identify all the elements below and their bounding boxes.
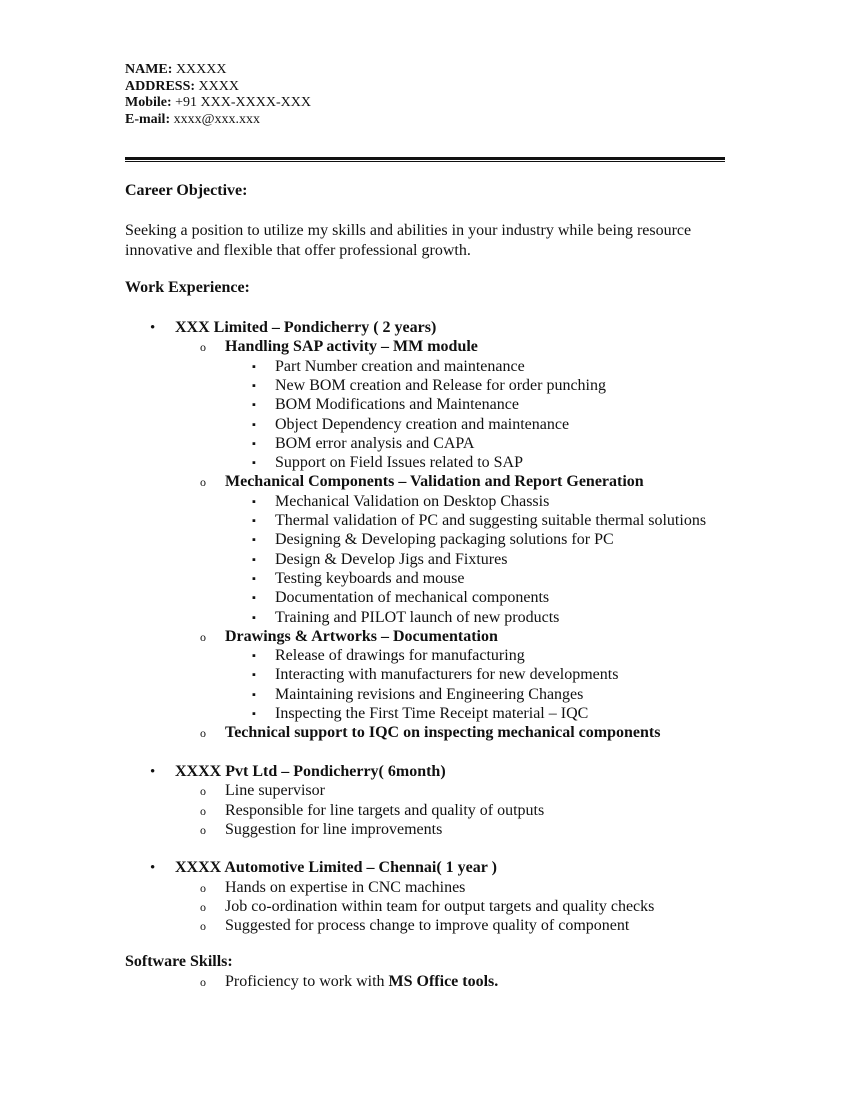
task-item: BOM Modifications and Maintenance [275, 396, 519, 414]
circle-marker: o [200, 629, 206, 644]
mobile-value: +91 XXX-XXXX-XXX [175, 95, 311, 110]
software-skill-item [225, 972, 498, 991]
task-item: Part Number creation and maintenance [275, 357, 525, 375]
task-item: Training and PILOT launch of new products [275, 608, 560, 626]
task-item: New BOM creation and Release for order punching [275, 376, 606, 394]
task-item: Designing & Developing packaging solutions for PC [275, 531, 614, 549]
job-title: XXX Limited – Pondicherry ( 2 years) [175, 319, 437, 336]
task-item: Inspecting the First Time Receipt material – IQC [275, 705, 589, 722]
task-item: Maintaining revisions and Engineering Changes [275, 685, 584, 703]
square-marker: ▪ [252, 534, 256, 547]
bullet-marker: • [150, 763, 156, 780]
duty-item: Job co-ordination within team for output targets and quality checks [225, 898, 655, 915]
square-marker: ▪ [252, 688, 256, 701]
circle-marker: o [200, 975, 206, 989]
square-marker: ▪ [252, 515, 256, 527]
task-item: Thermal validation of PC and suggesting suitable thermal solutions [275, 512, 707, 529]
circle-marker: o [200, 340, 206, 355]
circle-marker: o [200, 919, 206, 934]
task-item: Support on Field Issues related to SAP [275, 454, 523, 472]
name-label: NAME: [125, 62, 173, 77]
square-marker: ▪ [252, 611, 256, 624]
square-marker: ▪ [252, 360, 256, 373]
square-marker: ▪ [252, 572, 256, 585]
square-marker: ▪ [252, 399, 256, 412]
software-skills-heading: Software Skills: [125, 953, 233, 970]
square-marker: ▪ [252, 708, 256, 720]
career-objective-text: Seeking a position to utilize my skills and abilities in your industry while being resource innovative and flexible that offer professional growth. [125, 222, 692, 259]
address-label: ADDRESS: [125, 78, 196, 94]
task-item: Interacting with manufacturers for new developments [275, 666, 619, 684]
task-item: BOM error analysis and CAPA [275, 434, 475, 452]
square-marker: ▪ [252, 495, 256, 508]
task-item: Documentation of mechanical components [275, 589, 550, 607]
square-marker: ▪ [252, 592, 256, 605]
responsibility-group: Drawings & Artworks – Documentation [225, 627, 498, 645]
square-marker: ▪ [252, 457, 256, 470]
name-value: XXXXX [175, 62, 227, 77]
duty-item: Suggestion for line improvements [225, 820, 443, 838]
square-marker: ▪ [252, 650, 256, 663]
circle-marker: o [200, 880, 206, 895]
mobile-row [125, 95, 311, 112]
responsibility-group: Handling SAP activity – MM module [225, 338, 478, 356]
task-item: Object Dependency creation and maintenance [275, 415, 570, 433]
bullet-marker: • [150, 860, 156, 877]
circle-marker: o [200, 475, 206, 490]
work-experience-heading: Work Experience: [125, 279, 250, 296]
software-skill-highlight: MS Office tools. [388, 973, 499, 990]
task-item: Design & Develop Jigs and Fixtures [275, 550, 508, 568]
circle-marker: o [200, 900, 206, 914]
name-row [125, 62, 311, 79]
circle-marker: o [200, 803, 206, 818]
circle-marker: o [200, 726, 206, 741]
software-skill-prefix: Proficiency to work with [225, 973, 389, 990]
circle-marker: o [200, 784, 206, 799]
responsibility-group: Technical support to IQC on inspecting mechanical components [225, 724, 661, 742]
address-row [125, 79, 311, 96]
address-value: XXXX [198, 78, 239, 94]
job-title: XXXX Automotive Limited – Chennai( 1 year ) [175, 859, 497, 877]
square-marker: ▪ [252, 379, 256, 392]
email-label: E-mail: [125, 111, 171, 127]
responsibility-group: Mechanical Components – Validation and Report Generation [225, 473, 644, 491]
circle-marker: o [200, 822, 206, 837]
duty-item: Responsible for line targets and quality of outputs [225, 801, 545, 819]
email-row [125, 112, 311, 129]
task-item: Release of drawings for manufacturing [275, 647, 525, 665]
email-value: xxxx@xxx.xxx [173, 111, 261, 127]
square-marker: ▪ [252, 437, 256, 450]
duty-item: Line supervisor [225, 782, 325, 800]
career-objective-heading: Career Objective: [125, 182, 248, 199]
header-divider [125, 157, 725, 162]
task-item: Testing keyboards and mouse [275, 569, 465, 587]
square-marker: ▪ [252, 418, 256, 431]
duty-item: Suggested for process change to improve quality of component [225, 917, 630, 935]
contact-block [125, 62, 311, 128]
bullet-marker: • [150, 320, 156, 336]
mobile-label: Mobile: [125, 95, 172, 110]
job-title: XXXX Pvt Ltd – Pondicherry( 6month) [175, 762, 446, 780]
duty-item: Hands on expertise in CNC machines [225, 878, 466, 896]
task-item: Mechanical Validation on Desktop Chassis [275, 492, 550, 510]
square-marker: ▪ [252, 553, 256, 566]
square-marker: ▪ [252, 669, 256, 682]
